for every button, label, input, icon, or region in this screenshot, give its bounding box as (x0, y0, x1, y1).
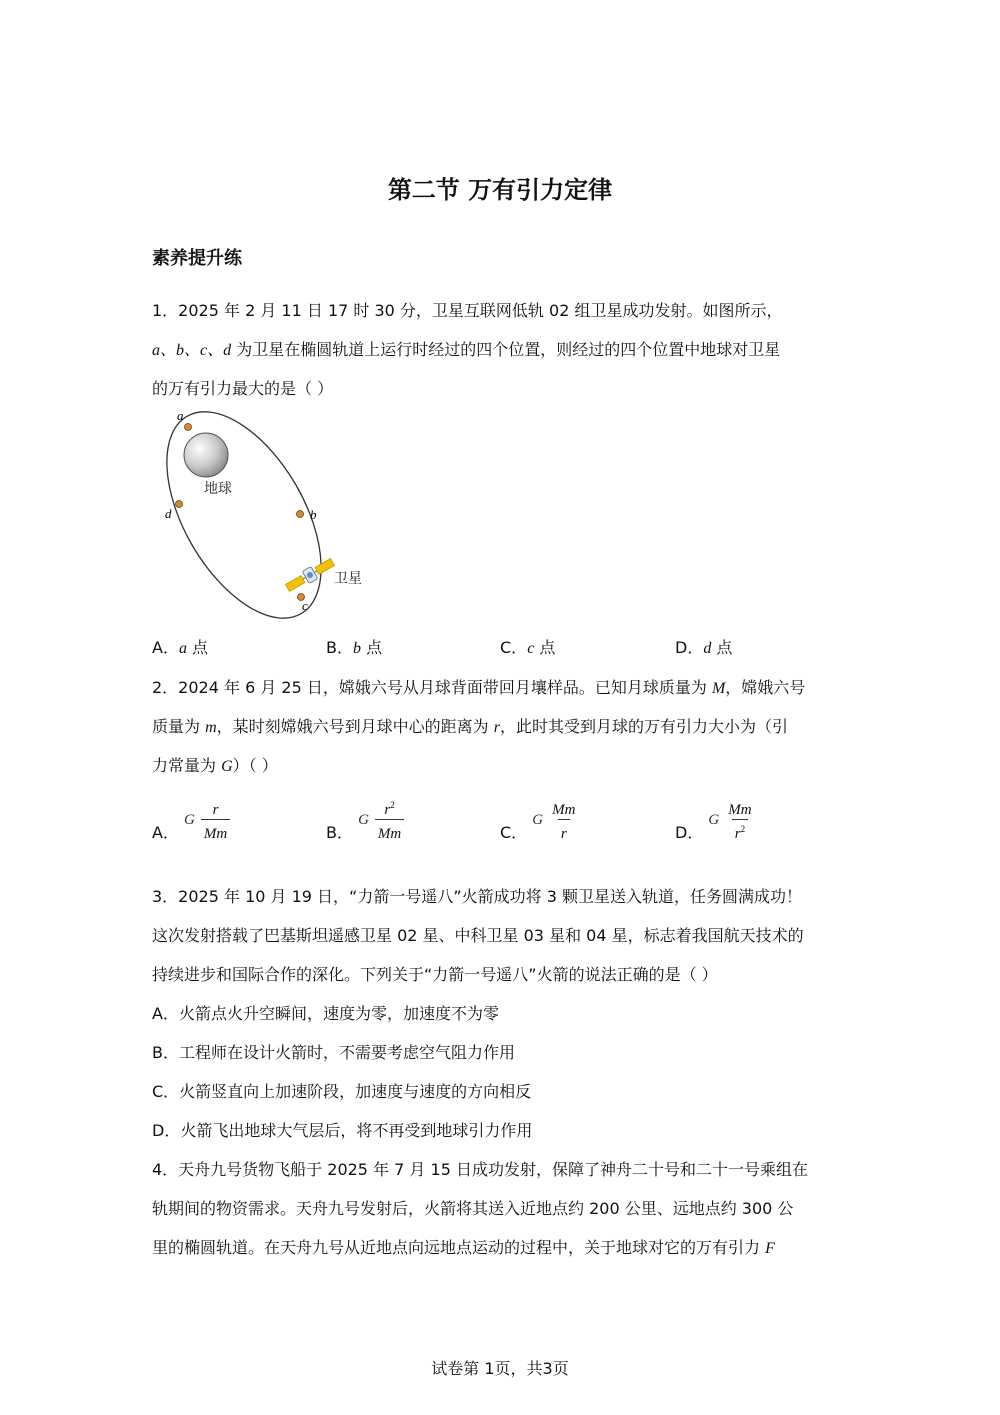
fraction (725, 796, 754, 843)
earth-icon (184, 433, 228, 477)
point-c-label: c (302, 598, 308, 613)
q3-line2: 这次发射搭载了巴基斯坦遥感卫星 02 星、中科卫星 03 星和 04 星，标志着我国航天技术的 (152, 926, 804, 945)
q2-option-c[interactable] (500, 796, 578, 844)
q3-option-c[interactable]: C．火箭竖直向上加速阶段，加速度与速度的方向相反 (152, 1082, 532, 1101)
satellite-label: 卫星 (334, 571, 362, 587)
denominator: r (560, 826, 567, 842)
point-b-icon (297, 511, 304, 518)
section-heading: 素养提升练 (152, 248, 242, 269)
satellite-icon (284, 556, 336, 594)
q1-line1: 1．2025 年 2 月 11 日 17 时 30 分，卫星互联网低轨 02 组卫星成功发射。如图所示， (152, 301, 783, 320)
const-G: G (532, 812, 544, 828)
option-suffix: 点 (186, 638, 209, 657)
text: ）（ ） (232, 756, 278, 775)
var-F: F (765, 1240, 775, 1257)
option-var: a (178, 640, 187, 657)
point-a-label: a (177, 408, 184, 423)
var-M: M (711, 680, 726, 697)
denominator: r (734, 826, 741, 842)
option-var: c (527, 640, 535, 657)
q3-option-b[interactable]: B．工程师在设计火箭时，不需要考虑空气阻力作用 (152, 1043, 515, 1062)
q2-option-d[interactable] (675, 796, 755, 844)
text: 里的椭圆轨道。在天舟九号从近地点向远地点运动的过程中，关于地球对它的万有引力 (152, 1238, 766, 1257)
orbit-figure (152, 405, 382, 625)
option-suffix: 点 (360, 638, 383, 657)
point-d-icon (176, 501, 183, 508)
point-d-label: d (165, 506, 172, 521)
point-a-icon (185, 424, 192, 431)
q1-option-c[interactable] (500, 637, 555, 660)
q1-points-text: a、b、c、d (152, 342, 232, 359)
denominator: Mm (203, 826, 228, 842)
text: ，此时其受到月球的万有引力大小为（引 (499, 717, 788, 736)
fraction (375, 796, 404, 843)
q2-line1 (152, 677, 805, 700)
fraction (549, 796, 578, 843)
q4-line3 (152, 1237, 775, 1260)
option-var: d (703, 640, 712, 657)
page-title: 第二节 万有引力定律 (387, 176, 613, 204)
earth-label: 地球 (204, 481, 232, 497)
option-prefix: A． (152, 823, 179, 842)
text: 力常量为 (152, 756, 222, 775)
text: 质量为 (152, 717, 206, 736)
option-suffix: 点 (534, 638, 556, 657)
q3-line1: 3．2025 年 10 月 19 日，“力箭一号遥八”火箭成功将 3 颗卫星送入轨道，任务圆满成功！ (152, 887, 802, 906)
q2-line2 (152, 716, 788, 739)
option-prefix: C． (500, 823, 528, 842)
const-G: G (184, 812, 195, 828)
q1-line3: 的万有引力最大的是（ ） (152, 379, 334, 398)
denominator: Mm (377, 826, 402, 842)
q1-option-d[interactable] (675, 637, 732, 660)
text: ，嫦娥六号 (725, 678, 806, 697)
denominator-exponent: 2 (740, 824, 746, 834)
option-prefix: D． (675, 823, 704, 842)
q1-line2 (152, 339, 780, 362)
numerator-exponent: 2 (390, 800, 395, 810)
page-footer: 试卷第 1页，共3页 (431, 1359, 569, 1378)
text: ，某时刻嫦娥六号到月球中心的距离为 (216, 717, 494, 736)
option-prefix: B． (326, 823, 353, 842)
numerator: Mm (552, 802, 576, 818)
q3-line3: 持续进步和国际合作的深化。下列关于“力箭一号遥八”火箭的说法正确的是（ ） (152, 965, 718, 984)
orbit-ellipse (152, 405, 353, 625)
q3-option-a[interactable]: A．火箭点火升空瞬间，速度为零，加速度不为零 (152, 1004, 499, 1023)
var-m: m (205, 719, 217, 736)
q1-option-a[interactable] (152, 637, 208, 660)
numerator: r (212, 802, 219, 818)
option-prefix: D． (675, 638, 704, 657)
q1-option-b[interactable] (326, 637, 382, 660)
option-var: b (352, 640, 361, 657)
var-r: r (493, 719, 500, 736)
q2-option-b[interactable] (326, 796, 404, 844)
numerator: r (384, 802, 391, 818)
q3-option-d[interactable]: D．火箭飞出地球大气层后，将不再受到地球引力作用 (152, 1121, 533, 1140)
option-suffix: 点 (711, 638, 733, 657)
q4-line2: 轨期间的物资需求。天舟九号发射后，火箭将其送入近地点约 200 公里、远地点约 300 公 (152, 1199, 794, 1218)
q1-line2-text: 为卫星在椭圆轨道上运行时经过的四个位置，则经过的四个位置中地球对卫星 (231, 340, 781, 359)
q2-option-a[interactable] (152, 796, 230, 844)
var-G: G (221, 758, 233, 775)
fraction (201, 796, 230, 843)
const-G: G (708, 812, 720, 828)
const-G: G (358, 812, 369, 828)
point-b-label: b (310, 507, 317, 522)
numerator: Mm (728, 802, 752, 818)
option-prefix: A． (152, 638, 179, 657)
q4-line1: 4．天舟九号货物飞船于 2025 年 7 月 15 日成功发射，保障了神舟二十号和二十一号乘组在 (152, 1160, 808, 1179)
option-prefix: B． (326, 638, 353, 657)
option-prefix: C． (500, 638, 528, 657)
q2-line3 (152, 755, 278, 778)
text: 2．2024 年 6 月 25 日，嫦娥六号从月球背面带回月壤样品。已知月球质量为 (152, 678, 712, 697)
